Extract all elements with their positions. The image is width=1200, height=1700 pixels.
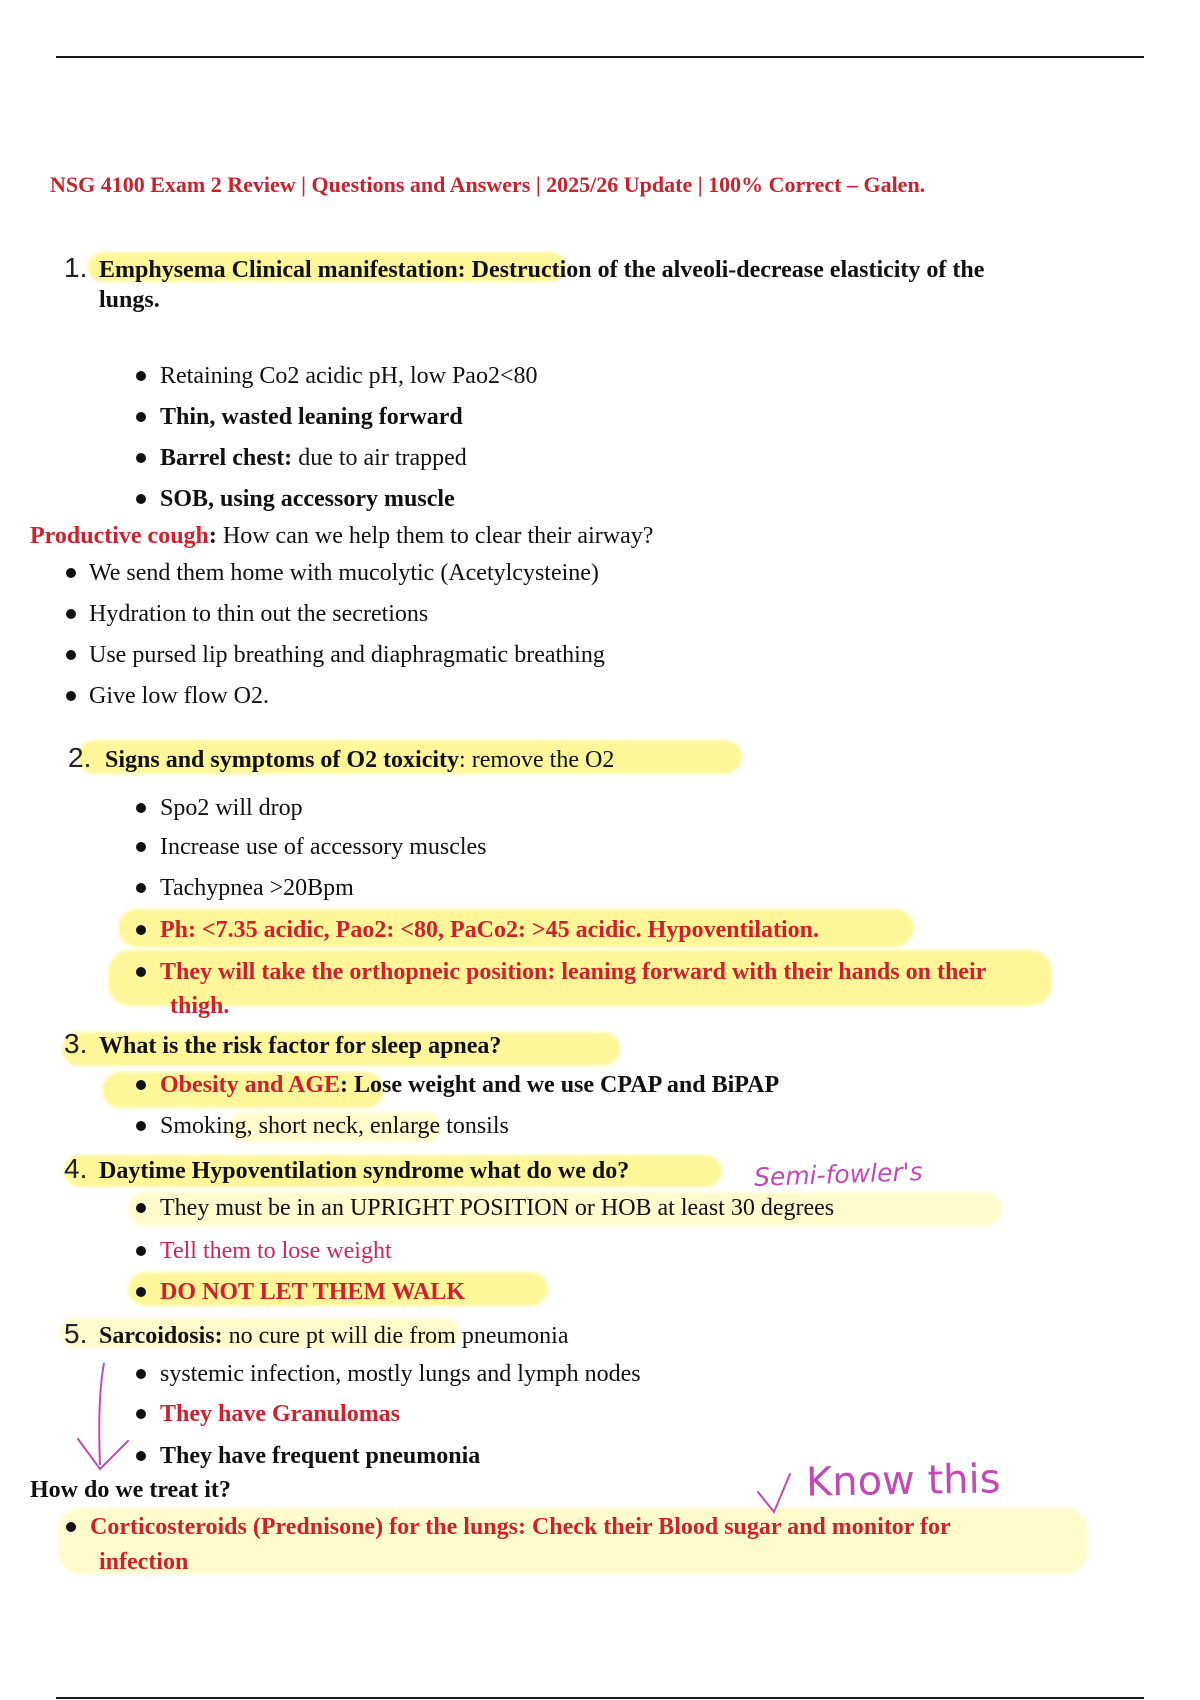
question-1-number: 1. (64, 252, 88, 283)
q1-bullet-4: SOB, using accessory muscle (160, 486, 455, 512)
q1-bullet-3-label: Barrel chest: (160, 445, 293, 471)
q2-bullet-1: Spo2 will drop (160, 795, 303, 821)
bullet-dot (136, 1203, 146, 1213)
question-5-heading-bold: Sarcoidosis: (99, 1323, 223, 1349)
productive-cough-label: Productive cough (30, 523, 209, 549)
bullet-dot (136, 1287, 146, 1297)
bullet-dot (136, 412, 146, 422)
question-5-heading (99, 1321, 569, 1351)
bullet-dot (136, 494, 146, 504)
q5-bullet-1: systemic infection, mostly lungs and lymph nodes (160, 1361, 641, 1387)
bullet-dot (136, 967, 146, 977)
treatment-bullet: Corticosteroids (Prednisone) for the lungs: Check their Blood sugar and monitor for (90, 1514, 951, 1540)
question-5-heading-rest: no cure pt will die from pneumonia (222, 1323, 569, 1349)
bullet-dot (136, 1121, 146, 1131)
question-2-heading-bold: Signs and symptoms of O2 toxicity (105, 747, 460, 773)
q1-sub-bullet-3: Use pursed lip breathing and diaphragmatic breathing (89, 642, 605, 668)
bullet-dot (66, 568, 76, 578)
bullet-dot (136, 371, 146, 381)
productive-cough-question: How can we help them to clear their airway? (216, 523, 654, 549)
q3-bullet-1-rest: : Lose weight and we use CPAP and BiPAP (340, 1072, 780, 1098)
question-1-heading-cont: lungs. (99, 287, 160, 313)
q2-bullet-5-cont: thigh. (170, 993, 230, 1019)
question-3-number: 3. (64, 1028, 88, 1059)
question-1-heading: Emphysema Clinical manifestation: Destruction of the alveoli-decrease elasticity of the (99, 257, 985, 283)
bullet-dot (66, 650, 76, 660)
handwritten-check-arrow (752, 1470, 802, 1518)
q1-bullet-2: Thin, wasted leaning forward (160, 404, 463, 430)
question-4-number: 4. (64, 1153, 88, 1184)
q2-bullet-4: Ph: <7.35 acidic, Pao2: <80, PaCo2: >45 acidic. Hypoventilation. (160, 917, 819, 943)
treatment-bullet-cont: infection (99, 1549, 189, 1575)
bullet-dot (66, 609, 76, 619)
question-2-heading (105, 745, 614, 775)
q1-sub-bullet-1: We send them home with mucolytic (Acetylcysteine) (89, 560, 599, 586)
productive-cough-colon: : (208, 523, 217, 549)
bullet-dot (136, 842, 146, 852)
bullet-dot (136, 803, 146, 813)
q5-bullet-3: They have frequent pneumonia (160, 1443, 481, 1469)
bullet-dot (136, 1080, 146, 1090)
q4-bullet-3: DO NOT LET THEM WALK (160, 1279, 465, 1305)
productive-cough-line (30, 521, 653, 551)
q4-bullet-1: They must be in an UPRIGHT POSITION or HOB at least 30 degrees (160, 1195, 835, 1221)
q4-bullet-2: Tell them to lose weight (160, 1238, 392, 1264)
top-rule (56, 56, 1144, 58)
q1-sub-bullet-4: Give low flow O2. (89, 683, 269, 709)
bottom-rule (56, 1697, 1144, 1699)
bullet-dot (136, 1246, 146, 1256)
bullet-dot (66, 1522, 76, 1532)
handwritten-down-arrow (70, 1355, 150, 1485)
question-4-heading: Daytime Hypoventilation syndrome what do we do? (99, 1158, 630, 1184)
document-title: NSG 4100 Exam 2 Review | Questions and Answers | 2025/26 Update | 100% Correct – Galen. (50, 172, 926, 197)
q2-bullet-3: Tachypnea >20Bpm (160, 875, 354, 901)
bullet-dot (136, 925, 146, 935)
q3-bullet-1 (160, 1070, 779, 1100)
treatment-question: How do we treat it? (30, 1477, 231, 1503)
handwritten-semi-fowlers: Semi-fowler's (753, 1157, 924, 1192)
question-3-heading: What is the risk factor for sleep apnea? (99, 1033, 502, 1059)
q3-bullet-1-red: Obesity and AGE (160, 1072, 341, 1098)
bullet-dot (136, 883, 146, 893)
bullet-dot (66, 691, 76, 701)
bullet-dot (136, 453, 146, 463)
q2-bullet-5: They will take the orthopneic position: leaning forward with their hands on their (160, 959, 987, 985)
q1-bullet-3 (160, 443, 467, 473)
handwritten-know-this: Know this (805, 1456, 1001, 1506)
q3-bullet-2: Smoking, short neck, enlarge tonsils (160, 1113, 509, 1139)
q5-bullet-2: They have Granulomas (160, 1401, 401, 1427)
q2-bullet-2: Increase use of accessory muscles (160, 834, 487, 860)
question-2-heading-rest: : remove the O2 (459, 747, 615, 773)
question-5-number: 5. (64, 1318, 88, 1349)
q1-bullet-1: Retaining Co2 acidic pH, low Pao2<80 (160, 363, 538, 389)
q1-bullet-3-text: due to air trapped (292, 445, 467, 471)
question-2-number: 2. (68, 742, 92, 773)
q1-sub-bullet-2: Hydration to thin out the secretions (89, 601, 429, 627)
